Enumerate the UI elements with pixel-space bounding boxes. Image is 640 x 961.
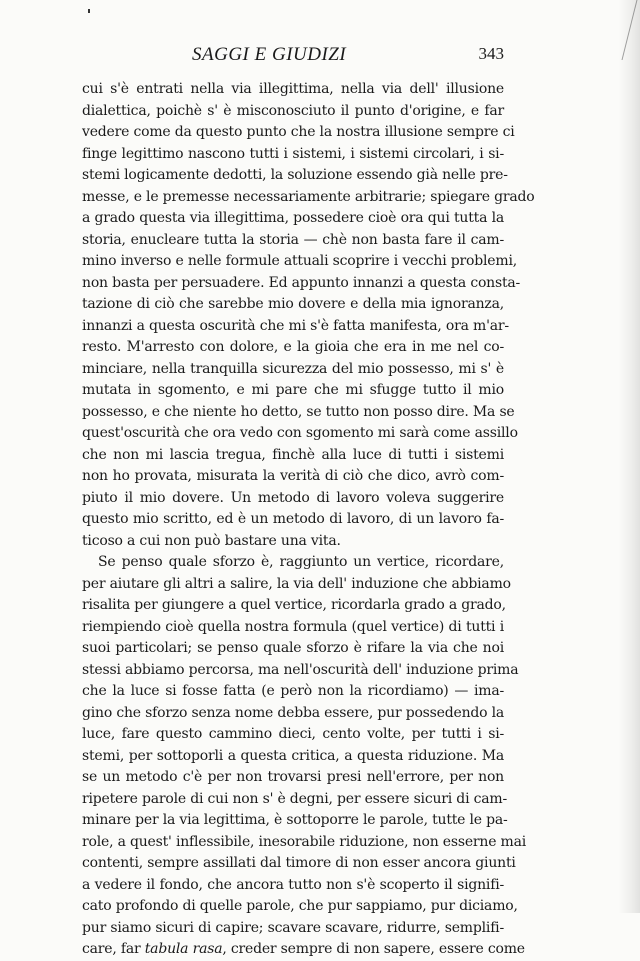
page-edge-shadow (618, 0, 640, 913)
text-line: innanzi a questa oscurità che mi s'è fatta manifesta, ora m'ar- (82, 317, 509, 334)
text-line: che non mi lascia tregua, finchè alla luce di tutti i sistemi (82, 446, 504, 463)
text-line: a vedere il fondo, che ancora tutto non s'è scoperto il signifi- (82, 876, 504, 893)
text-line: mutata in sgomento, e mi pare che mi sfugge tutto il mio (82, 382, 504, 398)
text-fragment: , creder sempre di non sapere, essere come (222, 941, 525, 957)
text-line: se un metodo c'è per non trovarsi presi nell'errore, per non (82, 769, 504, 785)
text-line: non basta per persuadere. Ed appunto innanzi a questa consta- (82, 274, 521, 291)
page-number: 343 (478, 44, 504, 63)
text-line-with-italic (82, 939, 525, 961)
text-line: Se penso quale sforzo è, raggiunto un vertice, ricordare, (98, 554, 504, 570)
text-line: ticoso a cui non può bastare una vita. (82, 532, 341, 549)
text-line: possesso, e che niente ho detto, se tutto non posso dire. Ma se (82, 403, 515, 420)
text-line: minare per la via legittima, è sottoporre le parole, tutte le pa- (82, 812, 508, 828)
text-line: a grado questa via illegittima, possedere cioè ora qui tutta la (82, 210, 504, 226)
text-line: suoi particolari; se penso quale sforzo è rifare la via che noi (82, 640, 504, 656)
text-line: vedere come da questo punto che la nostra illusione sempre ci (82, 124, 515, 140)
text-line: cui s'è entrati nella via illegittima, nella via dell' illusione (82, 81, 504, 97)
text-line: per aiutare gli altri a salire, la via dell' induzione che abbiamo (82, 575, 511, 592)
text-line: non ho provata, misurata la verità di ciò che dico, avrò com- (82, 468, 504, 484)
text-line: resto. M'arresto con dolore, e la gioia che era in me nel co- (82, 339, 504, 355)
text-line: dialettica, poichè s' è misconosciuto il punto d'origine, e far (82, 102, 504, 119)
text-line: stessi abbiamo percorsa, ma nell'oscurità dell' induzione prima (82, 661, 519, 678)
text-line: storia, enucleare tutta la storia — chè non basta fare il cam- (82, 231, 504, 248)
body-text (82, 79, 535, 961)
running-title: SAGGI E GIUDIZI (192, 44, 347, 65)
text-line: risalita per giungere a quel vertice, ricordarla grado a grado, (82, 597, 506, 613)
scan-speck (88, 9, 90, 13)
text-line: contenti, sempre assillati dal timore di non esser ancora giunti (82, 855, 516, 871)
text-line: stemi logicamente dedotti, la soluzione essendo già nelle pre- (82, 167, 508, 183)
text-line: riempiendo cioè quella nostra formula (quel vertice) di tutti i (82, 618, 504, 635)
text-line: stemi, per sottoporli a questa critica, a questa riduzione. Ma (82, 747, 504, 764)
text-line: tazione di ciò che sarebbe mio dovere e della mia ignoranza, (82, 296, 504, 312)
text-line: gino che sforzo senza nome debba essere, pur possedendo la (82, 704, 505, 721)
text-line: messe, e le premesse necessariamente arbitrarie; spiegare grado (82, 188, 535, 205)
text-line: piuto il mio dovere. Un metodo di lavoro voleva suggerire (82, 489, 504, 506)
paragraph-2 (82, 552, 527, 961)
text-line: finge legittimo nascono tutti i sistemi, i sistemi circolari, i si- (82, 145, 504, 162)
italic-phrase: tabula rasa (144, 941, 223, 957)
text-line: role, a quest' inflessibile, inesorabile riduzione, non esserne mai (82, 833, 527, 850)
text-line: pur siamo sicuri di capire; scavare scavare, ridurre, semplifi- (82, 919, 504, 936)
text-line: che la luce si fosse fatta (e però non la ricordiamo) — ima- (82, 683, 504, 699)
text-line: cato profondo di quelle parole, che pur sappiamo, pur diciamo, (82, 898, 518, 914)
paragraph-1 (82, 79, 535, 552)
text-line: minciare, nella tranquilla sicurezza del mio possesso, mi s' è (82, 360, 504, 377)
text-fragment: care, far (82, 941, 145, 957)
text-line: luce, fare questo cammino dieci, cento volte, per tutti i si- (82, 726, 504, 742)
text-line: questo mio scritto, ed è un metodo di lavoro, di un lavoro fa- (82, 511, 504, 527)
text-line: ripetere parole di cui non s' è degni, per essere sicuri di cam- (82, 790, 507, 807)
text-line: quest'oscurità che ora vedo con sgomento mi sarà come assillo (82, 425, 518, 441)
page-header (82, 44, 504, 66)
text-line: mino inverso e nelle formule attuali scoprire i vecchi problemi, (82, 253, 517, 269)
